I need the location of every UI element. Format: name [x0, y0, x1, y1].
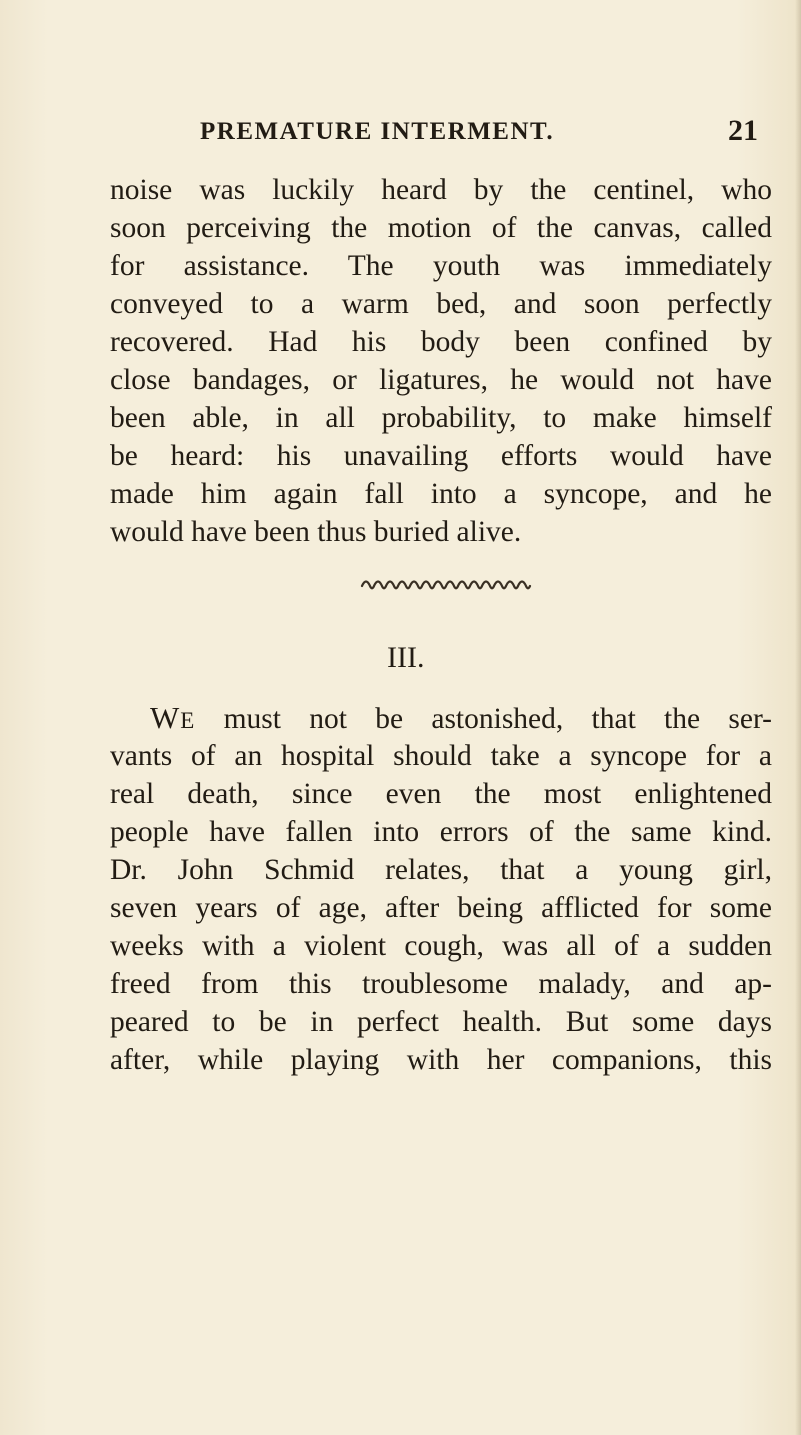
- paragraph-2-line-5: Dr. John Schmid relates, that a young girl,: [110, 854, 772, 886]
- paragraph-2-line-6: seven years of age, after being afflicted for some: [110, 892, 772, 924]
- paragraph-2-line-9: peared to be in perfect health. But some days: [110, 1006, 772, 1038]
- paragraph-1-line-5: recovered. Had his body been confined by: [110, 326, 772, 358]
- page-number: 21: [728, 114, 758, 147]
- paragraph-2-line-7: weeks with a violent cough, was all of a sudden: [110, 930, 772, 962]
- paragraph-1-line-1: noise was luckily heard by the centinel, who: [110, 174, 772, 206]
- paragraph-1-line-6: close bandages, or ligatures, he would not have: [110, 364, 772, 396]
- paragraph-2-line-8: freed from this troublesome malady, and ap-: [110, 968, 772, 1000]
- paragraph-1-line-9: made him again fall into a syncope, and he: [110, 478, 772, 510]
- paragraph-2-line-1-text: must not be astonished, that the ser-: [195, 703, 772, 735]
- paragraph-2-line-1: [150, 700, 772, 739]
- paragraph-1-line-2: soon perceiving the motion of the canvas, called: [110, 212, 772, 244]
- page-edge-shadow: [795, 0, 801, 1435]
- paragraph-1-line-3: for assistance. The youth was immediately: [110, 250, 772, 282]
- running-head: [110, 114, 770, 152]
- paragraph-2-line-2: vants of an hospital should take a syncope for a: [110, 740, 772, 772]
- paragraph-1-line-8: be heard: his unavailing efforts would have: [110, 440, 772, 472]
- section-number: III.: [387, 641, 425, 674]
- running-title: PREMATURE INTERMENT.: [200, 118, 555, 145]
- paragraph-2-line-4: people have fallen into errors of the same kind.: [110, 816, 772, 848]
- paragraph-1-line-4: conveyed to a warm bed, and soon perfectly: [110, 288, 772, 320]
- paragraph-1-line-7: been able, in all probability, to make himself: [110, 402, 772, 434]
- initial-letter: W: [150, 700, 181, 735]
- small-caps-rest: E: [180, 708, 196, 733]
- paragraph-1-line-10: would have been thus buried alive.: [110, 516, 522, 548]
- paragraph-2-line-10: after, while playing with her companions, this: [110, 1044, 772, 1076]
- paragraph-2-line-3: real death, since even the most enlightened: [110, 778, 772, 810]
- wavy-rule-ornament: [360, 578, 538, 594]
